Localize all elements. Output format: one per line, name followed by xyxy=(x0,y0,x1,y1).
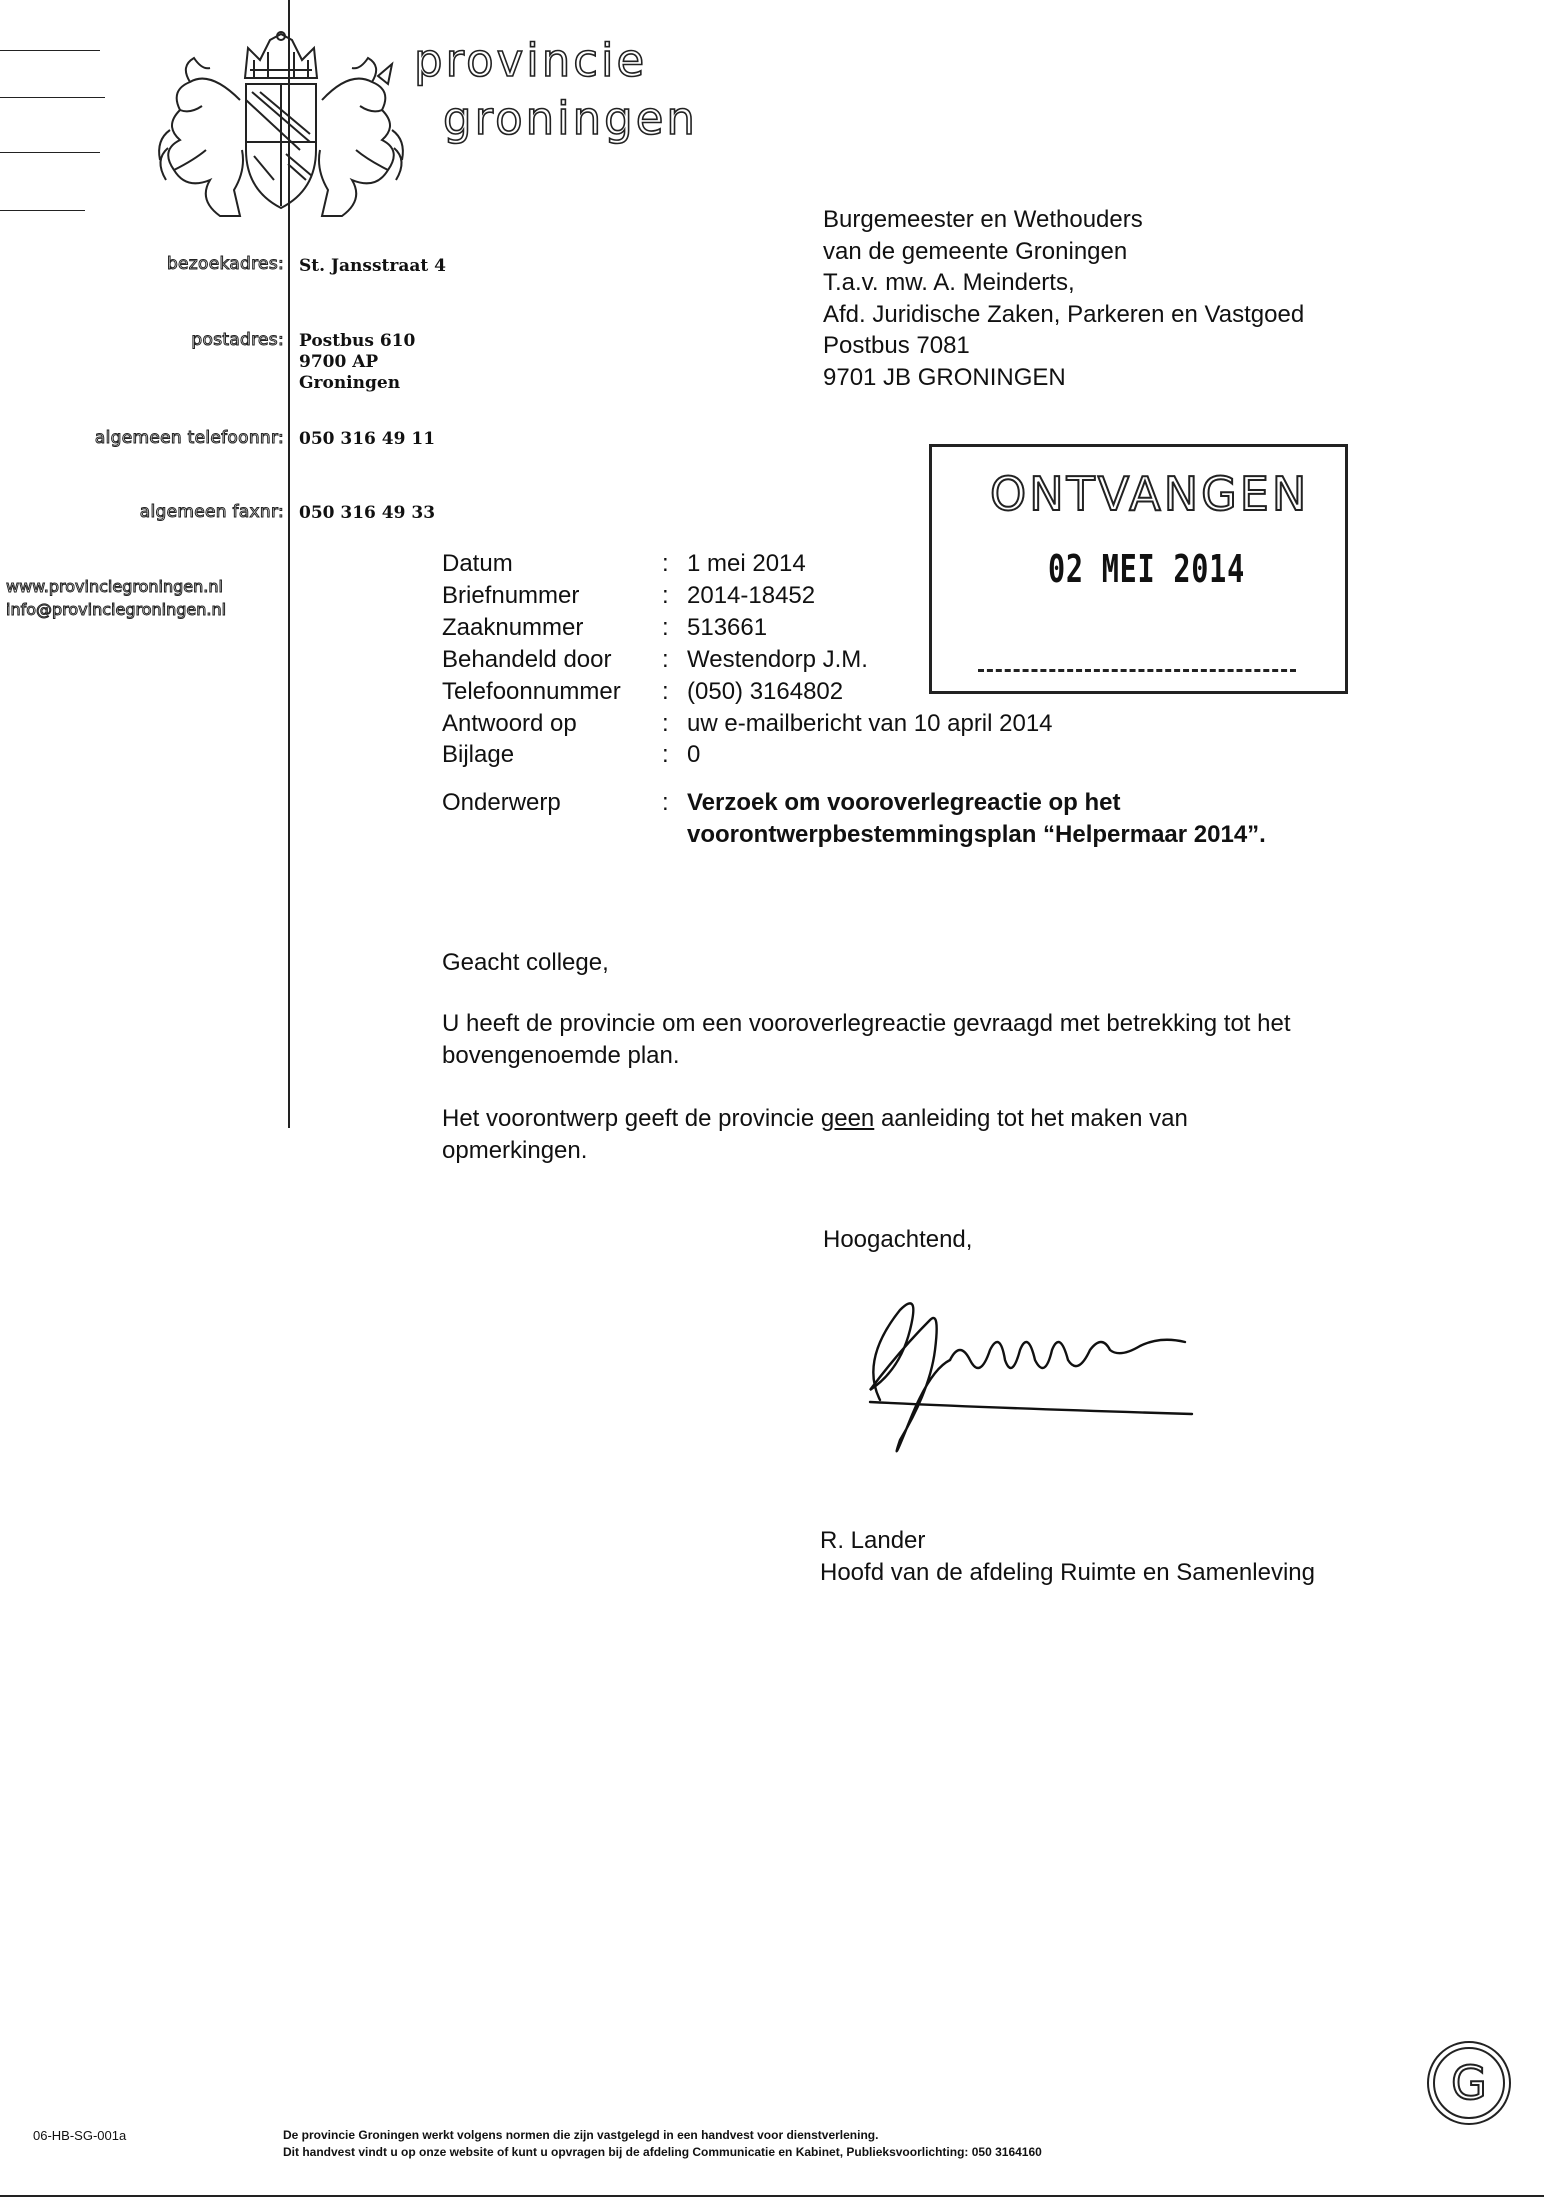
recipient-line: Postbus 7081 xyxy=(823,332,970,359)
document-code: 06-HB-SG-001a xyxy=(33,2128,127,2143)
website-link[interactable]: www.provinciegroningen.nl xyxy=(6,577,223,596)
meta-value: (050) 3164802 xyxy=(687,678,844,705)
received-stamp xyxy=(929,444,1348,694)
postal-line: Postbus 610 xyxy=(299,331,416,351)
paragraph-line: bovengenoemde plan. xyxy=(442,1041,680,1069)
paragraph-line: opmerkingen. xyxy=(442,1136,588,1164)
email-link[interactable]: info@provinciegroningen.nl xyxy=(6,600,227,619)
paragraph-text: Het voorontwerp geeft de provincie xyxy=(442,1105,821,1132)
stamp-signature-line xyxy=(978,669,1296,672)
meta-label: Briefnummer xyxy=(442,582,580,609)
footer-line: Dit handvest vindt u op onze website of kunt u opvragen bij de afdeling Communicatie en Kabinet, Publieksvoorlichting: 050 3164160 xyxy=(283,2145,1042,2159)
body-paragraph xyxy=(442,1008,1290,1071)
visit-address-value: St. Jansstraat 4 xyxy=(299,256,446,276)
stamp-title: ONTVANGEN xyxy=(990,467,1310,521)
meta-label: Zaaknummer xyxy=(442,614,584,641)
meta-value: 2014-18452 xyxy=(687,582,816,609)
postal-address-label: postadres: xyxy=(191,330,284,350)
recipient-line: T.a.v. mw. A. Meinderts, xyxy=(823,269,1075,296)
badge-letter: G xyxy=(1451,2056,1487,2110)
meta-value: 1 mei 2014 xyxy=(687,550,806,577)
margin-line xyxy=(0,50,100,51)
salutation: Geacht college, xyxy=(442,949,609,976)
meta-value: 513661 xyxy=(687,614,768,641)
recipient-line: 9701 JB GRONINGEN xyxy=(823,363,1066,391)
g-quality-seal-icon xyxy=(1425,2039,1513,2127)
meta-colon: : xyxy=(662,741,669,768)
meta-value: Westendorp J.M. xyxy=(687,646,868,673)
recipient-address xyxy=(823,204,1304,393)
meta-value: 0 xyxy=(687,741,701,768)
subject-line: Verzoek om vooroverlegreactie op het xyxy=(687,789,1121,816)
visit-address-label: bezoekadres: xyxy=(166,254,284,274)
bottom-rule xyxy=(0,2195,1544,2197)
recipient-line: Burgemeester en Wethouders xyxy=(823,206,1143,233)
meta-colon: : xyxy=(662,678,669,705)
signer-title: Hoofd van de afdeling Ruimte en Samenleving xyxy=(820,1558,1315,1586)
recipient-line: Afd. Juridische Zaken, Parkeren en Vastgoed xyxy=(823,300,1305,328)
closing-greeting: Hoogachtend, xyxy=(823,1226,973,1253)
meta-label: Datum xyxy=(442,550,513,577)
meta-colon: : xyxy=(662,582,669,609)
subject-label: Onderwerp xyxy=(442,789,561,816)
meta-colon: : xyxy=(662,646,669,673)
recipient-line: van de gemeente Groningen xyxy=(823,237,1128,265)
margin-line xyxy=(0,97,105,98)
postal-line: Groningen xyxy=(299,373,401,393)
meta-value: uw e-mailbericht van 10 april 2014 xyxy=(687,710,1053,737)
meta-colon: : xyxy=(662,614,669,641)
meta-colon: : xyxy=(662,789,669,816)
meta-label: Telefoonnummer xyxy=(442,678,621,705)
fax-label: algemeen faxnr: xyxy=(139,502,284,522)
margin-line xyxy=(0,152,100,153)
coat-of-arms-with-lions-icon xyxy=(150,30,412,220)
margin-line xyxy=(0,210,85,211)
paragraph-text: aanleiding tot het maken van xyxy=(874,1105,1188,1132)
stamp-date: 02 MEI 2014 xyxy=(1048,547,1246,591)
footer-line: De provincie Groningen werkt volgens normen die zijn vastgelegd in een handvest voor dienstverlening. xyxy=(283,2128,879,2142)
meta-colon: : xyxy=(662,710,669,737)
phone-label: algemeen telefoonnr: xyxy=(94,428,284,448)
emphasis-underline: geen xyxy=(820,1105,875,1132)
signer-name: R. Lander xyxy=(820,1527,926,1554)
fax-value: 050 316 49 33 xyxy=(299,503,436,523)
meta-colon: : xyxy=(662,550,669,577)
paragraph-line: U heeft de provincie om een vooroverlegreactie gevraagd met betrekking tot het xyxy=(442,1010,1291,1037)
meta-label: Behandeld door xyxy=(442,646,612,673)
body-paragraph xyxy=(442,1103,1188,1166)
footer-notice xyxy=(283,2127,1042,2161)
signer-block xyxy=(820,1525,1315,1588)
handwritten-signature-icon xyxy=(840,1290,1220,1470)
postal-address-block xyxy=(299,331,415,394)
phone-value: 050 316 49 11 xyxy=(299,429,436,449)
paragraph-line xyxy=(442,1103,1188,1135)
subject-line: voorontwerpbestemmingsplan “Helpermaar 2014”. xyxy=(687,821,1266,848)
brand-name-line2: groningen xyxy=(443,92,698,145)
meta-label: Antwoord op xyxy=(442,710,577,737)
brand-name-line1: provincie xyxy=(414,34,648,87)
meta-label: Bijlage xyxy=(442,741,515,768)
postal-line: 9700 AP xyxy=(299,352,379,372)
